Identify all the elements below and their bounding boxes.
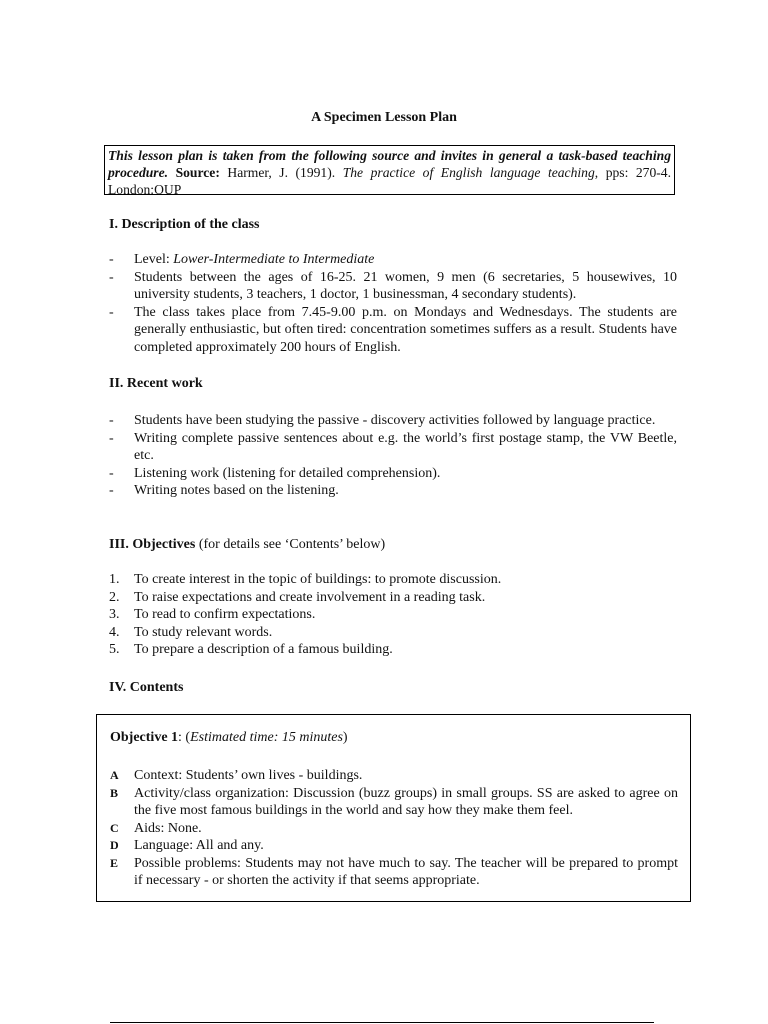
detail-text: Activity/class organization: Discussion (buzz groups) in small groups. SS are asked to agree on the five most famous buildings in the world and say how they make them feel.: [134, 785, 678, 818]
detail-text: Language: All and any.: [134, 838, 264, 853]
list-item: [109, 571, 677, 589]
list-item-text: To prepare a description of a famous building.: [134, 642, 393, 657]
section-heading-contents: IV. Contents: [109, 680, 184, 695]
list-number: 4.: [109, 624, 120, 640]
list-number: 3.: [109, 607, 120, 622]
detail-letter: E: [110, 855, 119, 870]
list-item: [109, 412, 677, 430]
list-item-text: The class takes place from 7.45-9.00 p.m. on Mondays and Wednesdays. The students are generally enthusiastic, but often tired: concentration sometimes suffers as a result. Students have completed approximately 200 hours of English.: [134, 304, 677, 355]
citation-title: The practice of English language teaching: [342, 165, 595, 180]
list-item: [109, 251, 677, 269]
list-item: [109, 304, 677, 357]
list-marker: -: [109, 304, 114, 320]
list-item: [109, 589, 677, 607]
detail-letter: B: [110, 785, 119, 800]
section-heading-objectives: [109, 537, 385, 553]
list-item-text: Writing complete passive sentences about e.g. the world’s first postage stamp, the VW Beetle, etc.: [134, 430, 677, 463]
list-item: [109, 430, 677, 465]
detail-item: [110, 855, 678, 890]
list-marker: -: [109, 465, 114, 481]
level-label: Level:: [134, 252, 174, 267]
list-number: 2.: [109, 589, 120, 605]
objectives-heading-text: III. Objectives: [109, 537, 196, 552]
footnote-divider: [110, 1022, 654, 1023]
list-item-text: Writing notes based on the listening.: [134, 483, 339, 498]
detail-text: Aids: None.: [134, 820, 202, 836]
list-item-text: To raise expectations and create involvement in a reading task.: [134, 589, 486, 605]
list-item: [109, 269, 677, 304]
section-heading-description: I. Description of the class: [109, 217, 260, 232]
citation-author: Harmer, J. (1991).: [227, 165, 336, 180]
list-item-text: To create interest in the topic of buildings: to promote discussion.: [134, 572, 502, 587]
list-item: [109, 606, 677, 624]
detail-letter: D: [110, 838, 119, 852]
list-number: 5.: [109, 642, 120, 657]
list-marker: -: [109, 430, 114, 446]
list-number: 1.: [109, 572, 120, 587]
detail-item: [110, 820, 678, 838]
list-marker: -: [109, 483, 114, 498]
list-item: [109, 624, 677, 642]
list-marker: -: [109, 413, 114, 428]
list-item-text: To read to confirm expectations.: [134, 607, 316, 622]
objective-1-details: [110, 767, 678, 890]
objective-1-label: Objective 1: [110, 730, 179, 745]
objective-1-heading: [110, 730, 348, 746]
list-marker: -: [109, 269, 114, 285]
citation-details: , pps: 270-4. London:OUP: [108, 165, 671, 197]
source-label: Source:: [175, 165, 220, 180]
detail-text: Context: Students’ own lives - buildings.: [134, 768, 363, 783]
detail-letter: C: [110, 820, 119, 835]
objective-1-box: [96, 714, 691, 902]
list-item-text: Students have been studying the passive - discovery activities followed by language practice.: [134, 413, 656, 428]
objectives-heading-note: (for details see ‘Contents’ below): [195, 537, 386, 552]
list-item-text: To study relevant words.: [134, 624, 273, 640]
detail-item: [110, 837, 678, 855]
objectives-list: [109, 571, 677, 659]
detail-item: [110, 767, 678, 785]
detail-letter: A: [110, 768, 119, 782]
objective-1-time: Estimated time: 15 minutes: [190, 730, 343, 745]
list-marker: -: [109, 252, 114, 267]
detail-text: Possible problems: Students may not have much to say. The teacher will be prepared to prompt if necessary - or shorten the activity if that seems appropriate.: [134, 855, 678, 888]
list-item-text: Listening work (listening for detailed comprehension).: [134, 465, 441, 481]
recent-work-list: [109, 412, 677, 500]
source-box: [104, 145, 675, 195]
detail-item: [110, 785, 678, 820]
list-item: [109, 641, 677, 659]
list-item: [109, 465, 677, 483]
source-intro: This lesson plan is taken from the following source and invites in general a task-based teaching procedure.: [108, 148, 671, 180]
section-heading-recent-work: II. Recent work: [109, 376, 203, 391]
list-item-text: Students between the ages of 16-25. 21 women, 9 men (6 secretaries, 5 housewives, 10 university students, 3 teachers, 1 doctor, 1 businessman, 4 secondary students).: [134, 269, 677, 302]
list-item: [109, 482, 677, 500]
objective-1-colon: : (: [178, 730, 191, 745]
objective-1-close: ): [342, 730, 348, 745]
page-title: A Specimen Lesson Plan: [311, 110, 457, 125]
level-value: Lower-Intermediate to Intermediate: [173, 252, 375, 267]
description-list: [109, 251, 677, 356]
